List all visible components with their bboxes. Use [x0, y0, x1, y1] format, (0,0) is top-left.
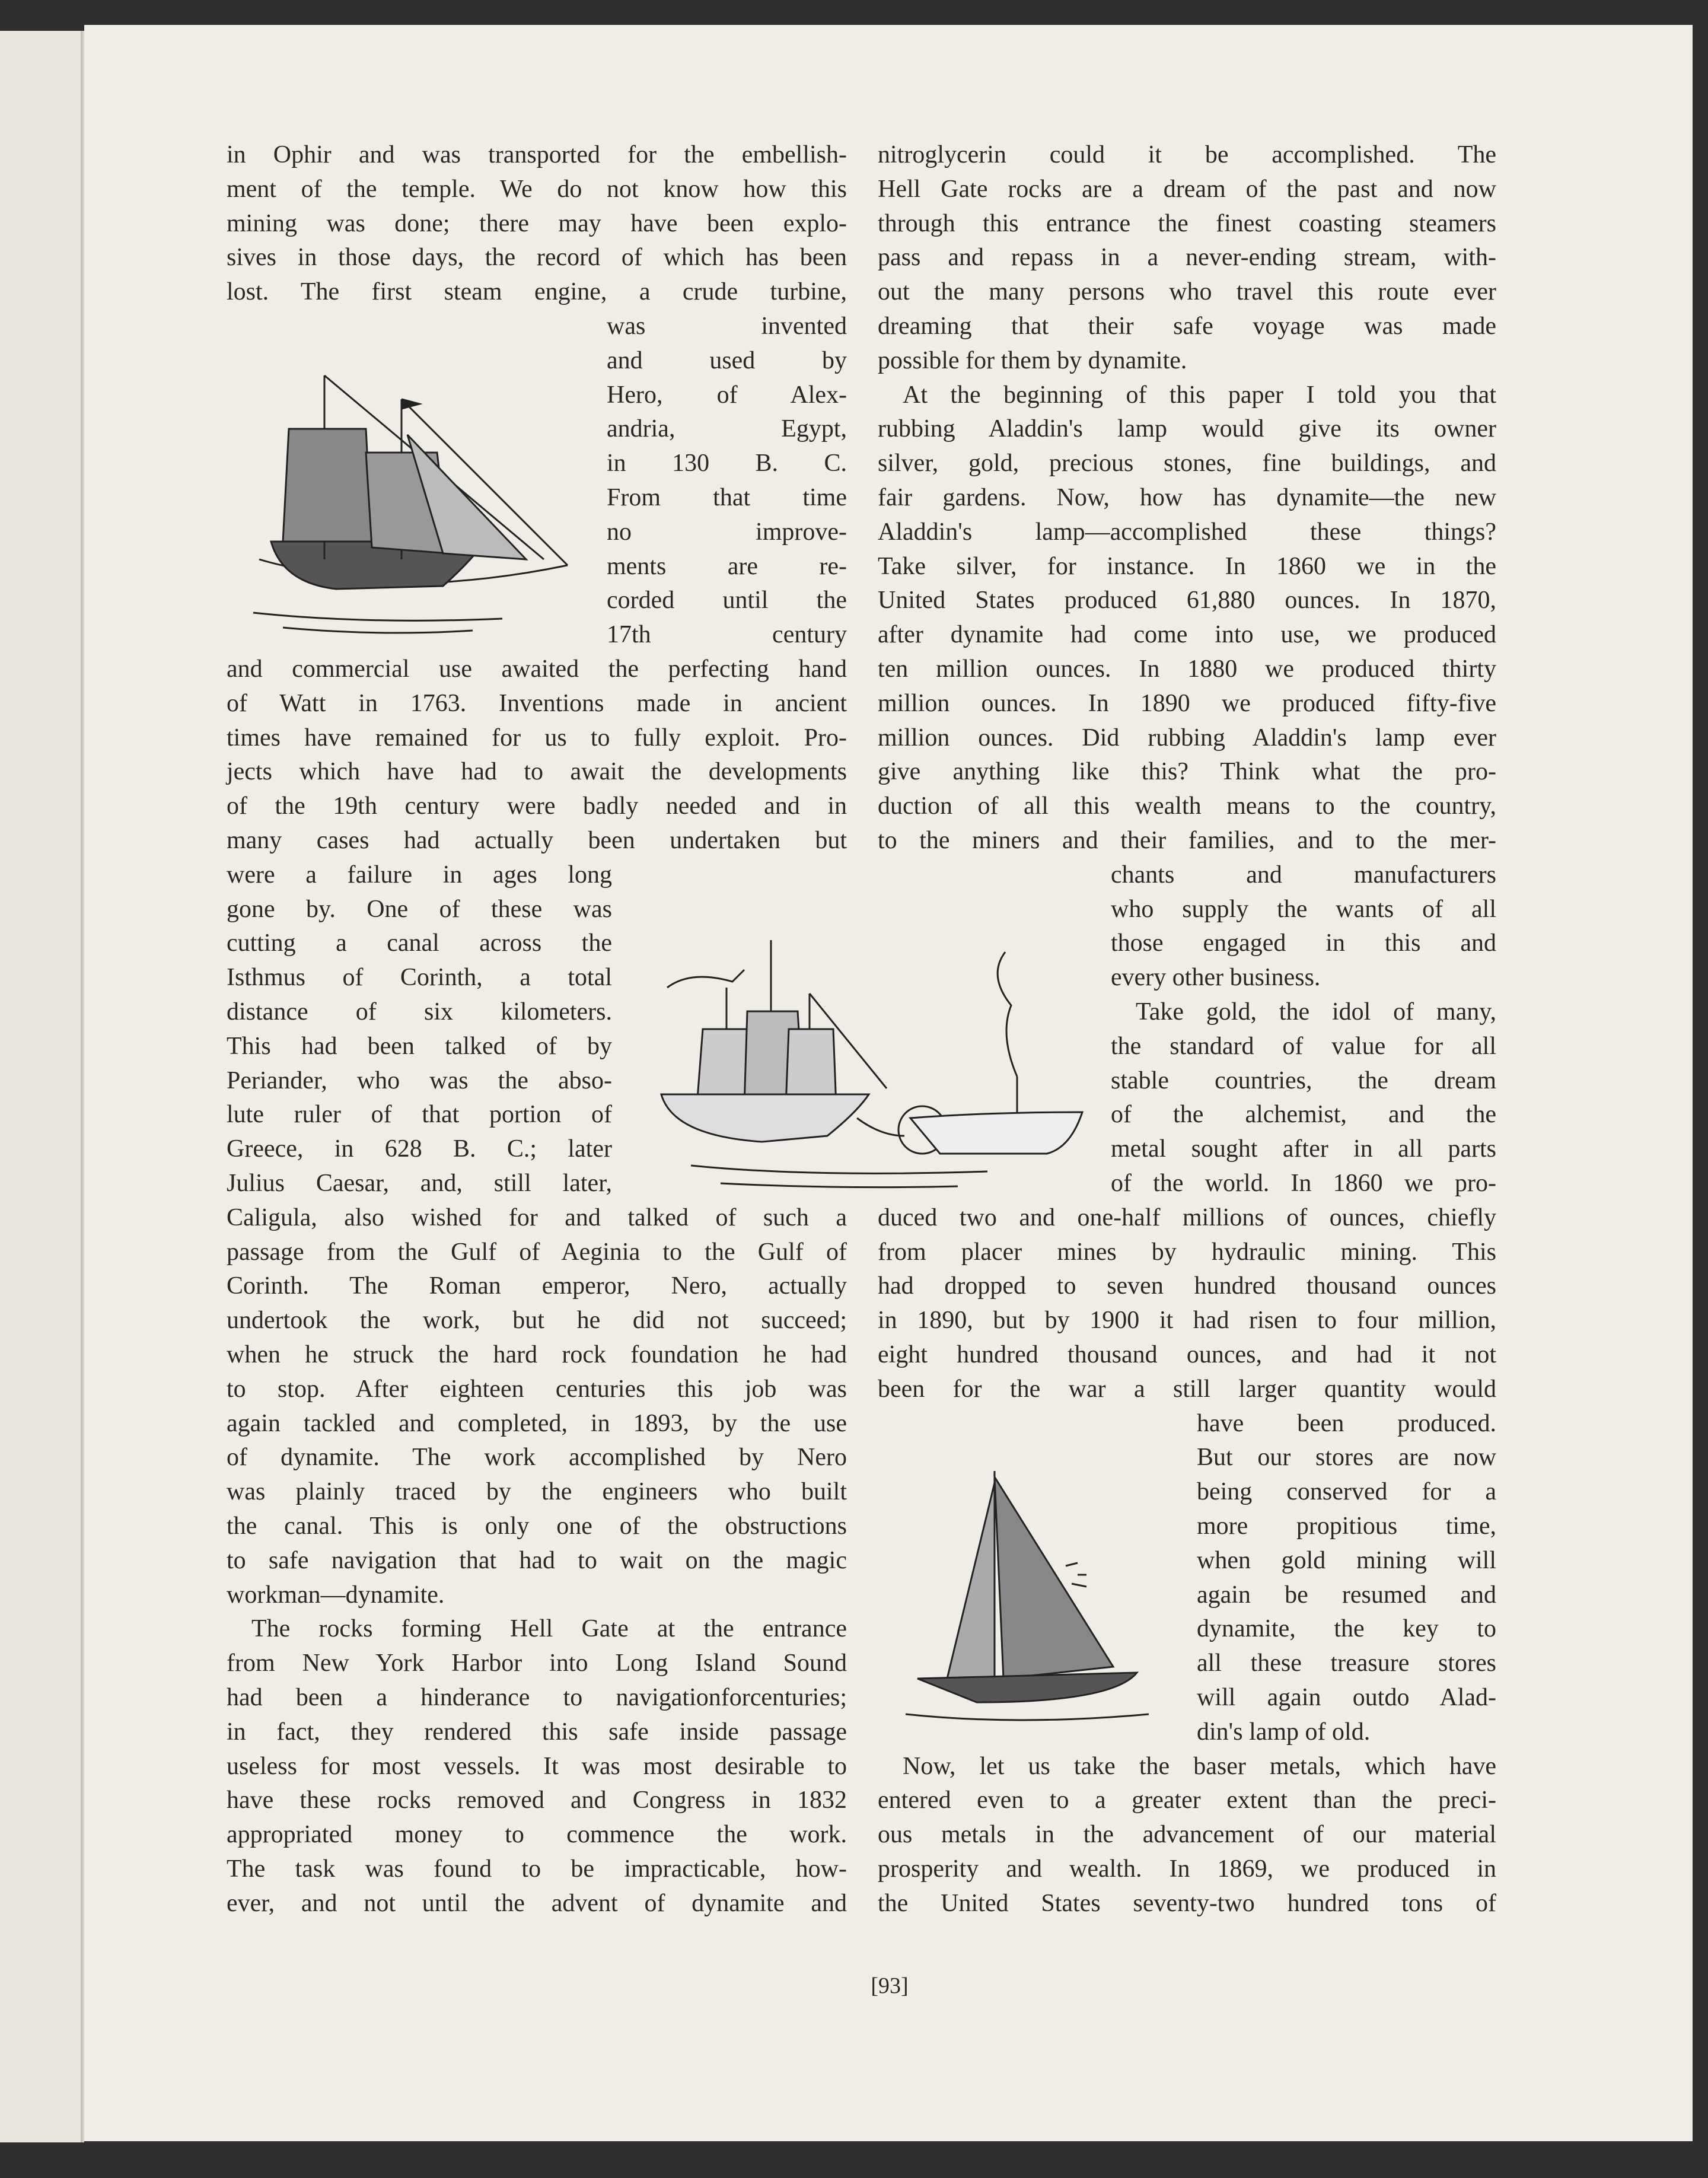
- left-column-text-line: 17th century: [607, 621, 847, 649]
- tall-ship-towed-by-steamboat-illustration: [632, 916, 1094, 1195]
- left-column-text-line: workman—dynamite.: [227, 1581, 445, 1609]
- left-column-text-line: no improve-: [607, 518, 847, 546]
- left-column-text-line: This had been talked of by: [227, 1032, 612, 1060]
- left-column-text-line: of dynamite. The work accomplished by Nero: [227, 1444, 847, 1472]
- left-column-text-line: undertook the work, but he did not succeed;: [227, 1307, 847, 1335]
- left-column-text-line: lost. The first steam engine, a crude turbine,: [227, 278, 847, 306]
- left-column-text-line: ever, and not until the advent of dynamite and: [227, 1889, 847, 1917]
- right-column-text-line: ous metals in the advancement of our material: [878, 1821, 1496, 1849]
- previous-page-edge: [0, 31, 82, 2142]
- left-column-text-line: jects which have had to await the developments: [227, 758, 847, 786]
- right-column-text-line: when gold mining will: [1197, 1546, 1496, 1574]
- right-column-text-line: metal sought after in all parts: [1111, 1135, 1496, 1163]
- right-column-text-line: those engaged in this and: [1111, 929, 1496, 957]
- left-column-text-line: when he struck the hard rock foundation he had: [227, 1341, 847, 1368]
- page-number: [93]: [871, 1973, 909, 1998]
- right-column-text-line: dreaming that their safe voyage was made: [878, 313, 1496, 340]
- right-column-text-line: in 1890, but by 1900 it had risen to four million,: [878, 1307, 1496, 1335]
- right-column-text-line: every other business.: [1111, 964, 1321, 992]
- left-column-text-line: The task was found to be impracticable, how-: [227, 1855, 847, 1883]
- right-column-text-line: Now, let us take the baser metals, which have: [903, 1752, 1496, 1780]
- right-column-text-line: through this entrance the finest coasting steamers: [878, 209, 1496, 237]
- right-column-text-line: entered even to a greater extent than the preci-: [878, 1787, 1496, 1814]
- right-column-text-line: will again outdo Alad-: [1197, 1684, 1496, 1711]
- left-column-text-line: corded until the: [607, 587, 847, 614]
- left-column-text-line: in fact, they rendered this safe inside passage: [227, 1718, 847, 1746]
- right-column-text-line: But our stores are now: [1197, 1444, 1496, 1472]
- left-column-text-line: to safe navigation that had to wait on the magic: [227, 1546, 847, 1574]
- left-column-text-line: ments are re-: [607, 552, 847, 580]
- right-column-text-line: United States produced 61,880 ounces. In 1870,: [878, 587, 1496, 614]
- left-column-text-line: many cases had actually been undertaken but: [227, 827, 847, 854]
- left-column-text-line: gone by. One of these was: [227, 895, 612, 923]
- right-column-text-line: stable countries, the dream: [1111, 1066, 1496, 1094]
- right-column-text-line: duction of all this wealth means to the country,: [878, 792, 1496, 820]
- left-column-text-line: in 130 B. C.: [607, 450, 847, 477]
- left-column-text-line: mining was done; there may have been explo-: [227, 209, 847, 237]
- left-column-text-line: lute ruler of that portion of: [227, 1101, 612, 1129]
- right-column-text-line: all these treasure stores: [1197, 1650, 1496, 1677]
- left-column-text-line: Greece, in 628 B. C.; later: [227, 1135, 612, 1163]
- left-column-text-line: of Watt in 1763. Inventions made in ancient: [227, 689, 847, 717]
- left-column-text-line: useless for most vessels. It was most desirable to: [227, 1752, 847, 1780]
- left-column-text-line: Isthmus of Corinth, a total: [227, 964, 612, 992]
- right-column-text-line: Aladdin's lamp—accomplished these things?: [878, 518, 1496, 546]
- right-column-text-line: who supply the wants of all: [1111, 895, 1496, 923]
- right-column-text-line: out the many persons who travel this route ever: [878, 278, 1496, 306]
- right-column-text-line: At the beginning of this paper I told you that: [903, 381, 1496, 409]
- left-column-text-line: Corinth. The Roman emperor, Nero, actually: [227, 1272, 847, 1300]
- left-column-text-line: ment of the temple. We do not know how this: [227, 175, 847, 203]
- right-column-text-line: from placer mines by hydraulic mining. This: [878, 1238, 1496, 1266]
- right-column-text-line: duced two and one-half millions of ounces, chiefly: [878, 1203, 1496, 1231]
- right-column-text-line: again be resumed and: [1197, 1581, 1496, 1609]
- right-column-text-line: had dropped to seven hundred thousand ounces: [878, 1272, 1496, 1300]
- right-column-text-line: Take gold, the idol of many,: [1136, 998, 1496, 1026]
- left-column-text-line: had been a hinderance to navigationforcenturies;: [227, 1684, 847, 1711]
- right-column-text-line: din's lamp of old.: [1197, 1718, 1371, 1746]
- right-column-text-line: the standard of value for all: [1111, 1032, 1496, 1060]
- left-column-text-line: andria, Egypt,: [607, 415, 847, 443]
- right-column-text-line: been for the war a still larger quantity would: [878, 1375, 1496, 1403]
- right-column-text-line: Hell Gate rocks are a dream of the past and now: [878, 175, 1496, 203]
- right-column-text-line: of the world. In 1860 we pro-: [1111, 1170, 1496, 1197]
- right-column-text-line: million ounces. In 1890 we produced fifty-five: [878, 689, 1496, 717]
- left-column-text-line: From that time: [607, 484, 847, 511]
- right-column-text-line: to the miners and their families, and to the mer-: [878, 827, 1496, 854]
- left-column-text-line: the canal. This is only one of the obstructions: [227, 1512, 847, 1540]
- right-column-text-line: pass and repass in a never-ending stream, with-: [878, 244, 1496, 272]
- left-column-text-line: The rocks forming Hell Gate at the entrance: [251, 1615, 847, 1643]
- left-column-text-line: from New York Harbor into Long Island Sound: [227, 1650, 847, 1677]
- left-column-text-line: and used by: [607, 346, 847, 374]
- left-column-text-line: again tackled and completed, in 1893, by the use: [227, 1409, 847, 1437]
- right-column-text-line: million ounces. Did rubbing Aladdin's lamp ever: [878, 724, 1496, 752]
- right-column-text-line: have been produced.: [1197, 1409, 1496, 1437]
- left-column-text-line: Julius Caesar, and, still later,: [227, 1170, 612, 1197]
- right-column-text-line: ten million ounces. In 1880 we produced thirty: [878, 655, 1496, 683]
- right-column-text-line: being conserved for a: [1197, 1478, 1496, 1506]
- left-column-text-line: Periander, who was the abso-: [227, 1066, 612, 1094]
- left-column-text-line: sives in those days, the record of which has been: [227, 244, 847, 272]
- right-column-text-line: dynamite, the key to: [1197, 1615, 1496, 1643]
- right-column-text-line: prosperity and wealth. In 1869, we produced in: [878, 1855, 1496, 1883]
- left-column-text-line: have these rocks removed and Congress in 1832: [227, 1787, 847, 1814]
- left-column-text-line: were a failure in ages long: [227, 861, 612, 889]
- left-column-text-line: times have remained for us to fully exploit. Pro-: [227, 724, 847, 752]
- right-column-text-line: after dynamite had come into use, we produced: [878, 621, 1496, 649]
- left-column-text-line: of the 19th century were badly needed and in: [227, 792, 847, 820]
- right-column-text-line: fair gardens. Now, how has dynamite—the new: [878, 484, 1496, 511]
- left-column-text-line: in Ophir and was transported for the embellish-: [227, 141, 847, 168]
- left-column-text-line: to stop. After eighteen centuries this job was: [227, 1375, 847, 1403]
- right-column-text-line: Take silver, for instance. In 1860 we in the: [878, 552, 1496, 580]
- right-column-text-line: silver, gold, precious stones, fine buildings, and: [878, 450, 1496, 477]
- right-column-text-line: of the alchemist, and the: [1111, 1101, 1496, 1129]
- sailboat-illustration: [900, 1465, 1155, 1732]
- left-column-text-line: cutting a canal across the: [227, 929, 612, 957]
- left-column-text-line: Hero, of Alex-: [607, 381, 847, 409]
- right-column-text-line: nitroglycerin could it be accomplished. The: [878, 141, 1496, 168]
- right-column-text-line: eight hundred thousand ounces, and had it not: [878, 1341, 1496, 1368]
- right-column-text-line: the United States seventy-two hundred tons of: [878, 1889, 1496, 1917]
- left-column-text-line: Caligula, also wished for and talked of such a: [227, 1203, 847, 1231]
- left-column-text-line: was invented: [607, 313, 847, 340]
- right-column-text-line: chants and manufacturers: [1111, 861, 1496, 889]
- right-column-text-line: rubbing Aladdin's lamp would give its owner: [878, 415, 1496, 443]
- left-column-text-line: passage from the Gulf of Aeginia to the Gulf of: [227, 1238, 847, 1266]
- left-column-text-line: distance of six kilometers.: [227, 998, 612, 1026]
- left-column-text-line: was plainly traced by the engineers who built: [227, 1478, 847, 1506]
- sailing-ship-illustration: [247, 364, 585, 642]
- left-column-text-line: appropriated money to commence the work.: [227, 1821, 847, 1849]
- right-column-text-line: possible for them by dynamite.: [878, 346, 1187, 374]
- right-column-text-line: more propitious time,: [1197, 1512, 1496, 1540]
- right-column-text-line: give anything like this? Think what the pro-: [878, 758, 1496, 786]
- left-column-text-line: and commercial use awaited the perfecting hand: [227, 655, 847, 683]
